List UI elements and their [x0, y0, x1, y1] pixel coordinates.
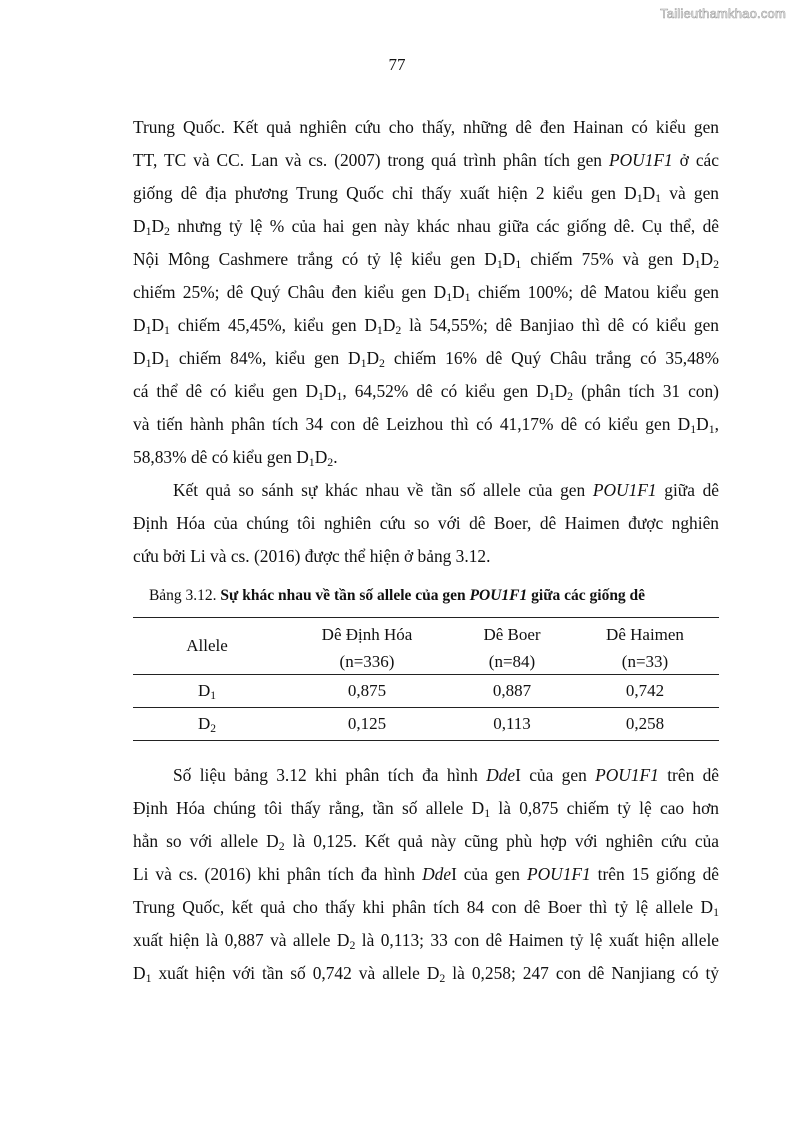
- cell-value: 0,258: [625, 714, 665, 733]
- cell-value: 0,742: [625, 681, 665, 700]
- cell-value: 0,875: [347, 681, 387, 700]
- text-line: Số liệu bảng 3.12 khi phân tích đa hình DdeI của gen POU1F1 trên dê: [173, 765, 720, 785]
- text-line: chiếm 25%; dê Quý Châu đen kiểu gen $D_1D_1$ chiếm 100%; dê Matou kiểu gen: [133, 282, 719, 304]
- paragraph-3: [133, 759, 719, 990]
- allele-d2: $D_2$: [197, 714, 217, 735]
- text-line: Định Hóa chúng tôi thấy rằng, tần số allele $D_1$ là 0,875 chiếm tỷ lệ cao hơn: [133, 798, 719, 820]
- text-line: Trung Quốc. Kết quả nghiên cứu cho thấy, những dê đen Hainan có kiểu gen: [133, 117, 719, 137]
- paragraph-2: [133, 474, 719, 573]
- text-line: Li và cs. (2016) khi phân tích đa hình DdeI của gen POU1F1 trên 15 giống dê: [133, 864, 719, 884]
- text-line: Trung Quốc, kết quả cho thấy khi phân tích 84 con dê Boer thì tỷ lệ allele $D_1$: [133, 897, 719, 919]
- header-allele: Allele: [133, 618, 281, 675]
- text-line: cá thể dê có kiểu gen $D_1D_1$, 64,52% dê có kiểu gen $D_1D_2$ (phân tích 31 con): [133, 381, 719, 403]
- text-line: 58,83% dê có kiểu gen $D_1D_2$.: [133, 447, 338, 469]
- watermark: Tailieuthamkhao.com: [660, 6, 786, 21]
- table-row: [133, 708, 719, 741]
- text-line: $D_1$ xuất hiện với tần số 0,742 và allele $D_2$ là 0,258; 247 con dê Nanjiang có tỷ: [133, 963, 719, 985]
- text-line: $D_1D_2$ nhưng tỷ lệ % của hai gen này khác nhau giữa các giống dê. Cụ thể, dê: [133, 216, 719, 238]
- n-dinh-hoa: (n=336): [339, 652, 395, 671]
- text-line: $D_1D_1$ chiếm 45,45%, kiểu gen $D_1D_2$ là 54,55%; dê Banjiao thì dê có kiểu gen: [133, 315, 719, 337]
- text-line: Định Hóa của chúng tôi nghiên cứu so với dê Boer, dê Haimen được nghiên: [133, 513, 719, 533]
- header-boer: Dê Boer: [483, 625, 541, 644]
- page-number: 77: [388, 55, 406, 74]
- allele-frequency-table: [133, 617, 719, 741]
- text-line: $D_1D_1$ chiếm 84%, kiểu gen $D_1D_2$ chiếm 16% dê Quý Châu trắng có 35,48%: [133, 348, 719, 370]
- n-haimen: (n=33): [621, 652, 669, 671]
- text-line: giống dê địa phương Trung Quốc chỉ thấy xuất hiện 2 kiểu gen $D_1D_1$ và gen: [133, 183, 719, 205]
- cell-value: 0,113: [493, 714, 531, 733]
- text-line: hẳn so với allele $D_2$ là 0,125. Kết quả này cũng phù hợp với nghiên cứu của: [133, 831, 719, 853]
- text-line: xuất hiện là 0,887 và allele $D_2$ là 0,113; 33 con dê Haimen tỷ lệ xuất hiện allele: [133, 930, 719, 952]
- header-haimen: Dê Haimen: [606, 625, 684, 644]
- n-boer: (n=84): [488, 652, 536, 671]
- paragraph-1: [133, 111, 719, 474]
- allele-d1: $D_1$: [197, 681, 217, 702]
- cell-value: 0,887: [492, 681, 532, 700]
- cell-value: 0,125: [347, 714, 387, 733]
- table-header-row: [133, 618, 719, 653]
- table-caption: Bảng 3.12. Sự khác nhau về tần số allele của gen POU1F1 giữa các giống dê: [148, 587, 646, 604]
- header-dinh-hoa: Dê Định Hóa: [321, 625, 413, 644]
- text-line: TT, TC và CC. Lan và cs. (2007) trong quá trình phân tích gen POU1F1 ở các: [133, 150, 719, 170]
- text-line: Kết quả so sánh sự khác nhau về tần số allele của gen POU1F1 giữa dê: [173, 480, 720, 500]
- text-line: cứu bởi Li và cs. (2016) được thể hiện ở bảng 3.12.: [133, 546, 491, 566]
- text-line: và tiến hành phân tích 34 con dê Leizhou thì có 41,17% dê có kiểu gen $D_1D_1$,: [133, 414, 719, 436]
- text-line: Nội Mông Cashmere trắng có tỷ lệ kiểu gen $D_1D_1$ chiếm 75% và gen $D_1D_2$: [133, 249, 719, 271]
- table-row: [133, 675, 719, 708]
